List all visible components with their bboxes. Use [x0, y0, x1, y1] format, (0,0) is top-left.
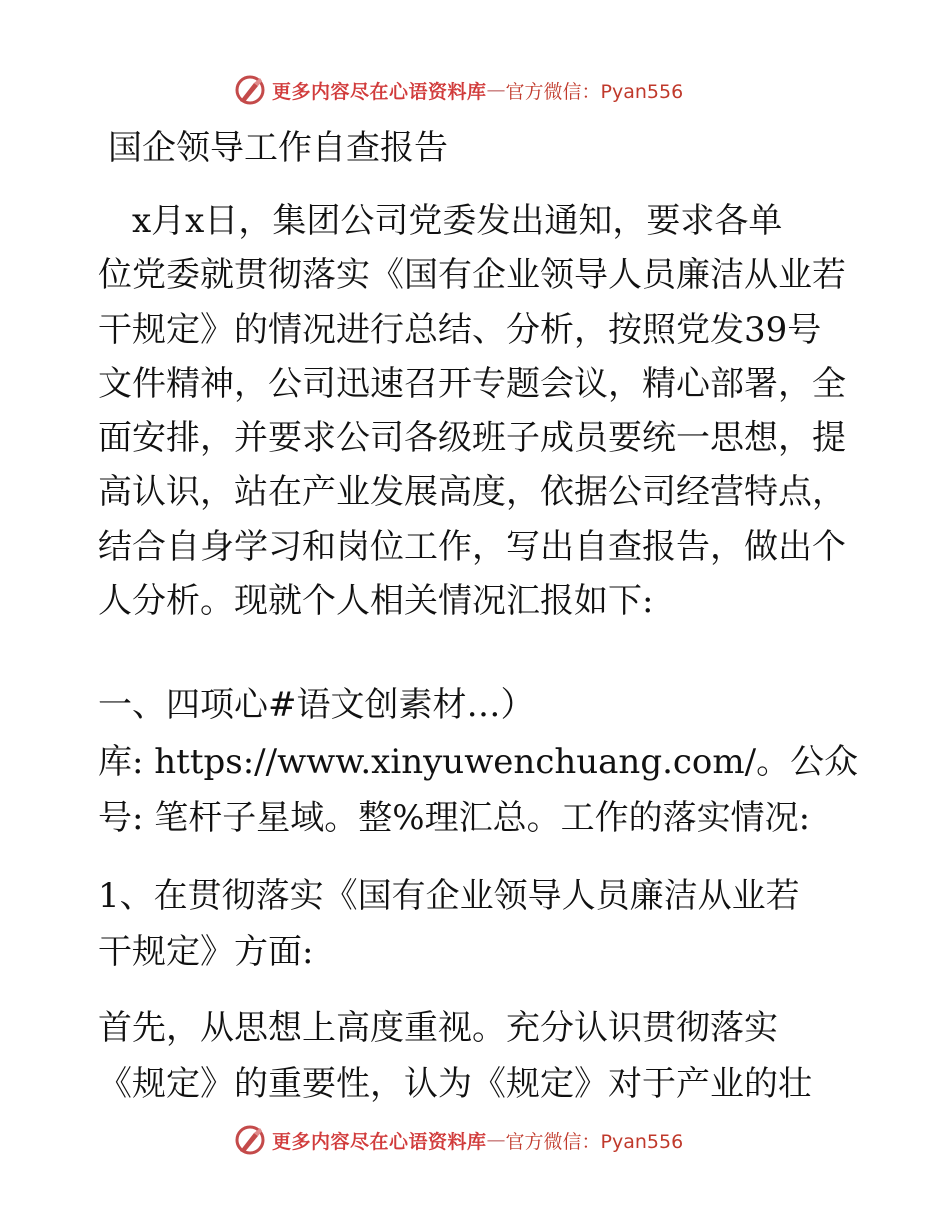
banner-wechat-text: 官方微信：Pyan556 [505, 1130, 684, 1153]
text-line: 干规定》的情况进行总结、分析，按照党发39号 [98, 309, 822, 350]
pen-logo-icon [234, 74, 266, 106]
header-watermark-banner [234, 73, 683, 107]
document-title: 国企领导工作自查报告 [108, 128, 448, 168]
text-line: 高认识，站在产业发展高度，依据公司经营特点， [98, 472, 846, 513]
text-line: 首先，从思想上高度重视。充分认识贯彻落实 [98, 1008, 778, 1048]
paragraph-item-1 [98, 868, 858, 980]
text-line: 位党委就贯彻落实《国有企业领导人员廉洁从业若 [98, 255, 846, 296]
banner-wechat-text: 官方微信：Pyan556 [505, 80, 684, 103]
text-line: 1、在贯彻落实《国有企业领导人员廉洁从业若 [98, 876, 800, 916]
heading-text: 一、四项心#语文创素材…） [98, 685, 535, 725]
text-line: 《规定》的重要性，认为《规定》对于产业的壮 [98, 1064, 812, 1104]
paragraph-intro [98, 194, 858, 628]
text-line: 库: https://www.xinyuwenchuang.com/。公众 [98, 742, 859, 782]
section-heading [98, 678, 858, 732]
text-line: x月x日，集团公司党委发出通知，要求各单 [98, 201, 783, 241]
banner-main-text: 更多内容尽在心语资料库 [272, 80, 487, 103]
footer-watermark-banner [234, 1123, 683, 1157]
banner-main-text: 更多内容尽在心语资料库 [272, 1130, 487, 1153]
paragraph-source-note [98, 734, 858, 846]
text-line: 结合自身学习和岗位工作，写出自查报告，做出个 [98, 526, 846, 567]
text-line: 号: 笔杆子星域。整%理汇总。工作的落实情况: [98, 798, 811, 838]
text-line: 人分析。现就个人相关情况汇报如下: [98, 581, 654, 622]
text-line: 干规定》方面: [98, 932, 314, 972]
paragraph-first-point [98, 1000, 858, 1112]
banner-separator: — [486, 1129, 506, 1151]
banner-separator: — [486, 79, 506, 101]
text-line: 面安排，并要求公司各级班子成员要统一思想，提 [98, 418, 846, 459]
text-line: 文件精神，公司迅速召开专题会议，精心部署，全 [98, 363, 846, 404]
pen-logo-icon [234, 1124, 266, 1156]
